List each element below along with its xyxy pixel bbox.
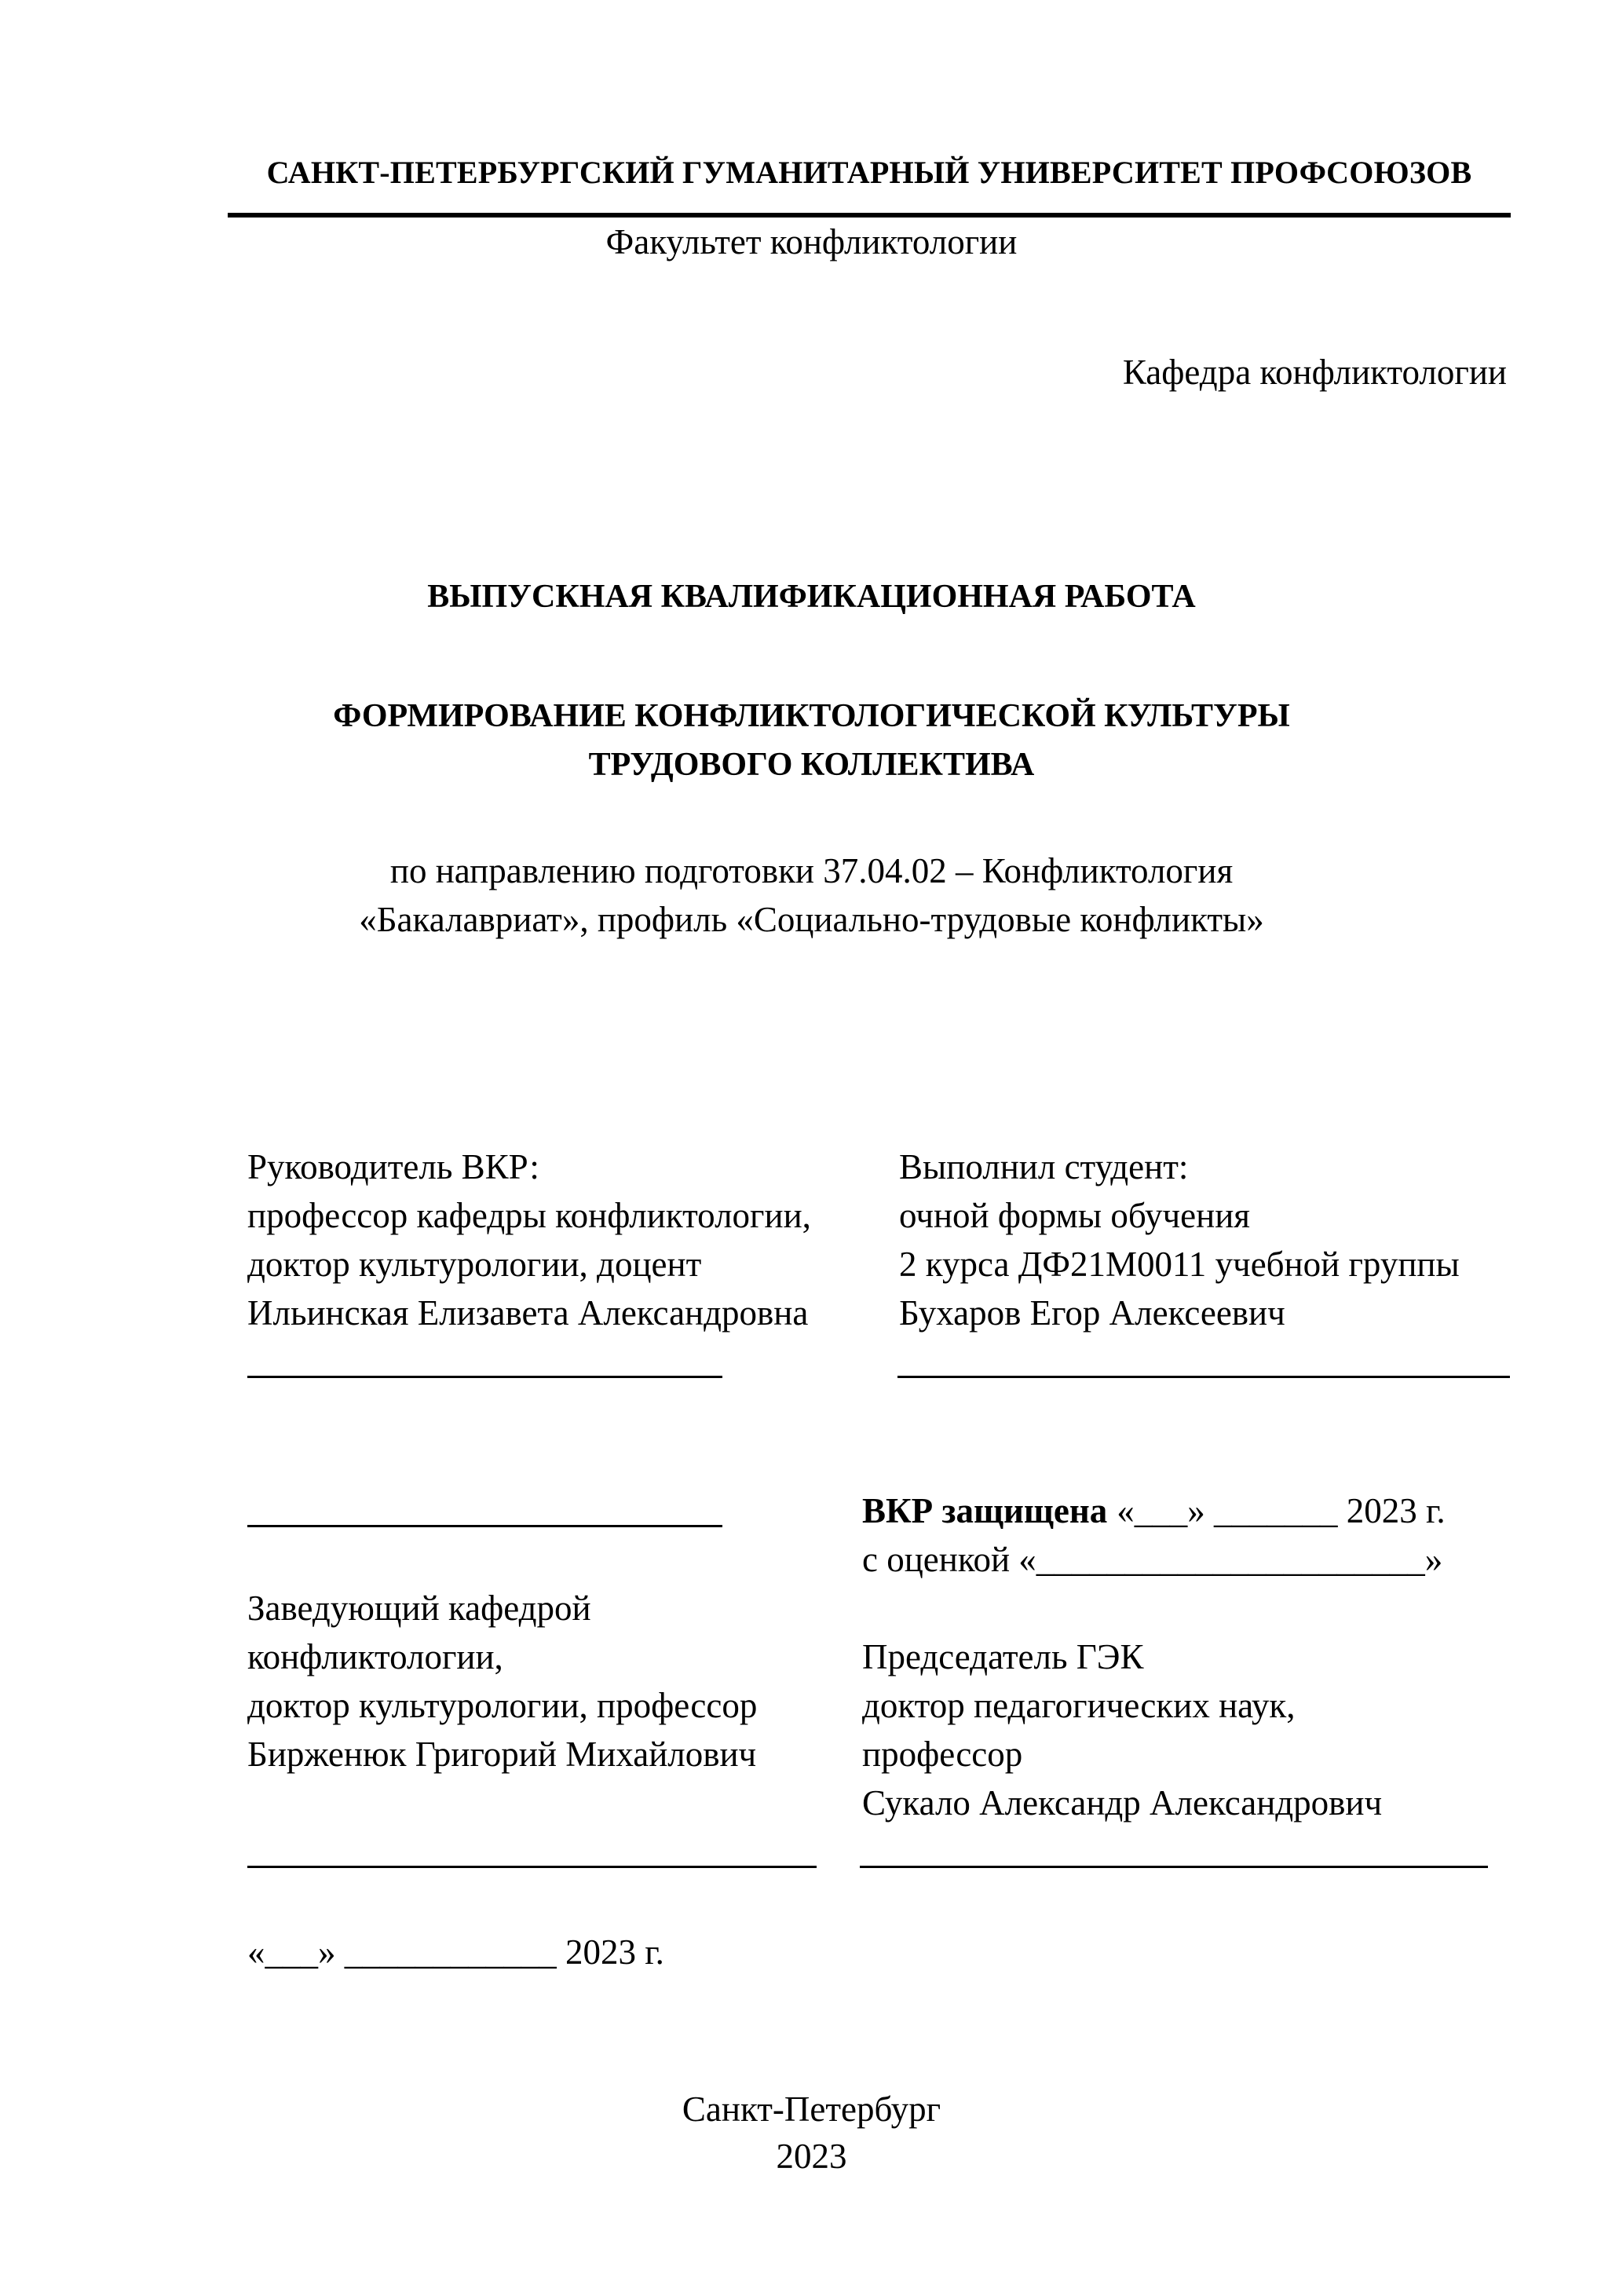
student-study-form: очной формы обучения	[899, 1196, 1250, 1235]
approval-date-line: «___» ____________ 2023 г.	[247, 1932, 664, 1972]
supervisor-name: Ильинская Елизавета Александровна	[247, 1293, 809, 1333]
year: 2023	[776, 2137, 847, 2176]
thesis-title-line-1: ФОРМИРОВАНИЕ КОНФЛИКТОЛОГИЧЕСКОЙ КУЛЬТУРЫ	[333, 698, 1290, 734]
faculty-name: Факультет конфликтологии	[605, 222, 1018, 261]
student-label: Выполнил студент:	[899, 1147, 1189, 1186]
student-group: 2 курса ДФ21М0011 учебной группы	[899, 1245, 1460, 1284]
head-signature-line	[247, 1866, 817, 1868]
head-name: Бирженюк Григорий Михайлович	[247, 1735, 757, 1774]
supervisor-block	[247, 1143, 811, 1337]
blank-signature-line	[247, 1525, 722, 1527]
supervisor-degree: доктор культурологии, доцент	[247, 1245, 702, 1284]
head-title-line-1: Заведующий кафедрой	[247, 1589, 591, 1628]
study-direction-line-2: «Бакалавриат», профиль «Социально-трудовые конфликты»	[359, 900, 1264, 939]
head-of-department-block	[247, 1584, 757, 1779]
university-name: САНКТ-ПЕТЕРБУРГСКИЙ ГУМАНИТАРНЫЙ УНИВЕРСИТЕТ ПРОФСОЮЗОВ	[266, 155, 1472, 190]
city: Санкт-Петербург	[682, 2089, 941, 2129]
grade-line: с оценкой «______________________»	[862, 1540, 1443, 1579]
chair-degree: доктор педагогических наук,	[862, 1686, 1296, 1725]
supervisor-position: профессор кафедры конфликтологии,	[247, 1196, 811, 1235]
chair-title: профессор	[862, 1735, 1023, 1774]
work-type-heading: ВЫПУСКНАЯ КВАЛИФИКАЦИОННАЯ РАБОТА	[427, 579, 1196, 615]
student-block	[899, 1143, 1460, 1337]
head-degree: доктор культурологии, профессор	[247, 1686, 758, 1725]
defended-label: ВКР защищена	[862, 1491, 1108, 1530]
head-title-line-2: конфликтологии,	[247, 1637, 503, 1676]
thesis-title-line-2: ТРУДОВОГО КОЛЛЕКТИВА	[588, 747, 1035, 783]
chair-signature-line	[860, 1866, 1488, 1868]
supervisor-signature-line	[247, 1376, 722, 1378]
department-name: Кафедра конфликтологии	[1122, 353, 1507, 392]
study-direction-line-1: по направлению подготовки 37.04.02 – Конфликтология	[389, 851, 1234, 890]
commission-chair-block	[862, 1632, 1382, 1827]
chair-label: Председатель ГЭК	[862, 1637, 1144, 1676]
defense-date-line	[862, 1486, 1446, 1535]
chair-name: Сукало Александр Александрович	[862, 1783, 1383, 1823]
defense-date-blank: «___» _______ 2023 г.	[1117, 1491, 1446, 1530]
student-name: Бухаров Егор Алексеевич	[899, 1293, 1285, 1333]
supervisor-label: Руководитель ВКР:	[247, 1147, 539, 1186]
student-signature-line	[897, 1376, 1510, 1378]
